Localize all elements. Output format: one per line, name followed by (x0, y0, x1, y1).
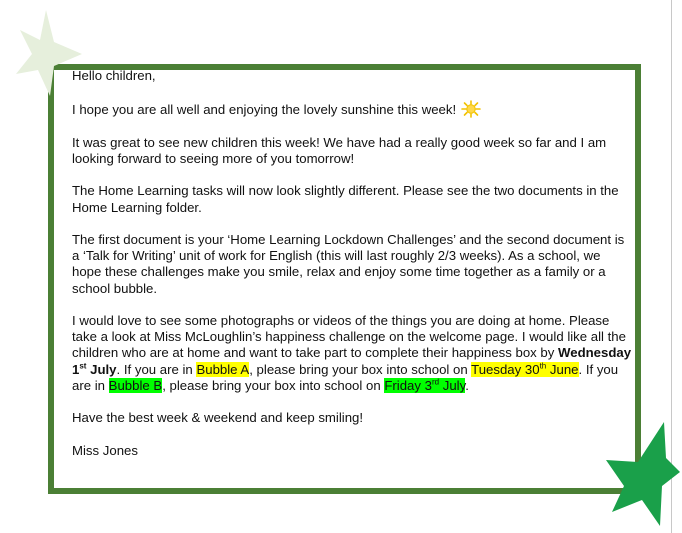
letter-paragraph-3: The Home Learning tasks will now look slightly different. Please see the two documents in the Home Learning folder. (72, 183, 619, 215)
bubble-a-date-suffix: th (539, 361, 547, 371)
bubble-b-date-main: Friday 3 (384, 377, 432, 393)
p5-text-2: . If you are in (116, 361, 197, 377)
bubble-b-date-highlight (384, 378, 465, 393)
deadline-date-suffix: st (79, 361, 87, 371)
letter-signature: Miss Jones (72, 442, 138, 458)
deadline-date-month: July (86, 361, 117, 377)
p5-text-3: , please bring your box into school on (249, 361, 472, 377)
letter-body (72, 68, 632, 475)
p5-text-4: . If you are in (72, 361, 619, 393)
bubble-b-date-suffix: rd (431, 377, 440, 387)
letter-paragraph-4: The first document is your ‘Home Learning Lockdown Challenges’ and the second document is a ‘Talk for Writing’ unit of work for English (this will last roughly 2/3 weeks). As a school, we hope these challenges make you smile, relax and enjoy some time together as a family or a school bubble. (72, 231, 625, 296)
bubble-a-highlight: Bubble A (196, 361, 250, 377)
p5-text-1: I would love to see some photographs or videos of the things you are doing at home. Please take a look at Miss McLoughlin’s happiness challenge on the welcome page. I would like all the children who are at home and want to take part to complete their happiness box by (72, 312, 626, 361)
bubble-a-date-month: June (546, 361, 579, 377)
bubble-b-date-month: July (439, 377, 466, 393)
letter-greeting: Hello children, (72, 68, 156, 83)
letter-paragraph-5 (72, 313, 632, 394)
deadline-date-main: Wednesday 1 (72, 345, 632, 377)
letter-closing: Have the best week & weekend and keep smiling! (72, 410, 364, 426)
sun-icon (460, 100, 482, 118)
p5-text-5: , please bring your box into school on (162, 377, 385, 393)
bubble-a-date-main: Tuesday 30 (471, 361, 540, 377)
bubble-a-date-highlight (471, 362, 578, 377)
letter-paragraph-1-text: I hope you are all well and enjoying the lovely sunshine this week! (72, 102, 457, 118)
p5-text-6: . (465, 377, 469, 393)
bubble-b-highlight: Bubble B (108, 377, 163, 393)
letter-paragraph-2: It was great to see new children this week! We have had a really good week so far and I am looking forward to seeing more of you tomorrow! (72, 134, 607, 166)
letter-paragraph-1 (72, 100, 632, 118)
